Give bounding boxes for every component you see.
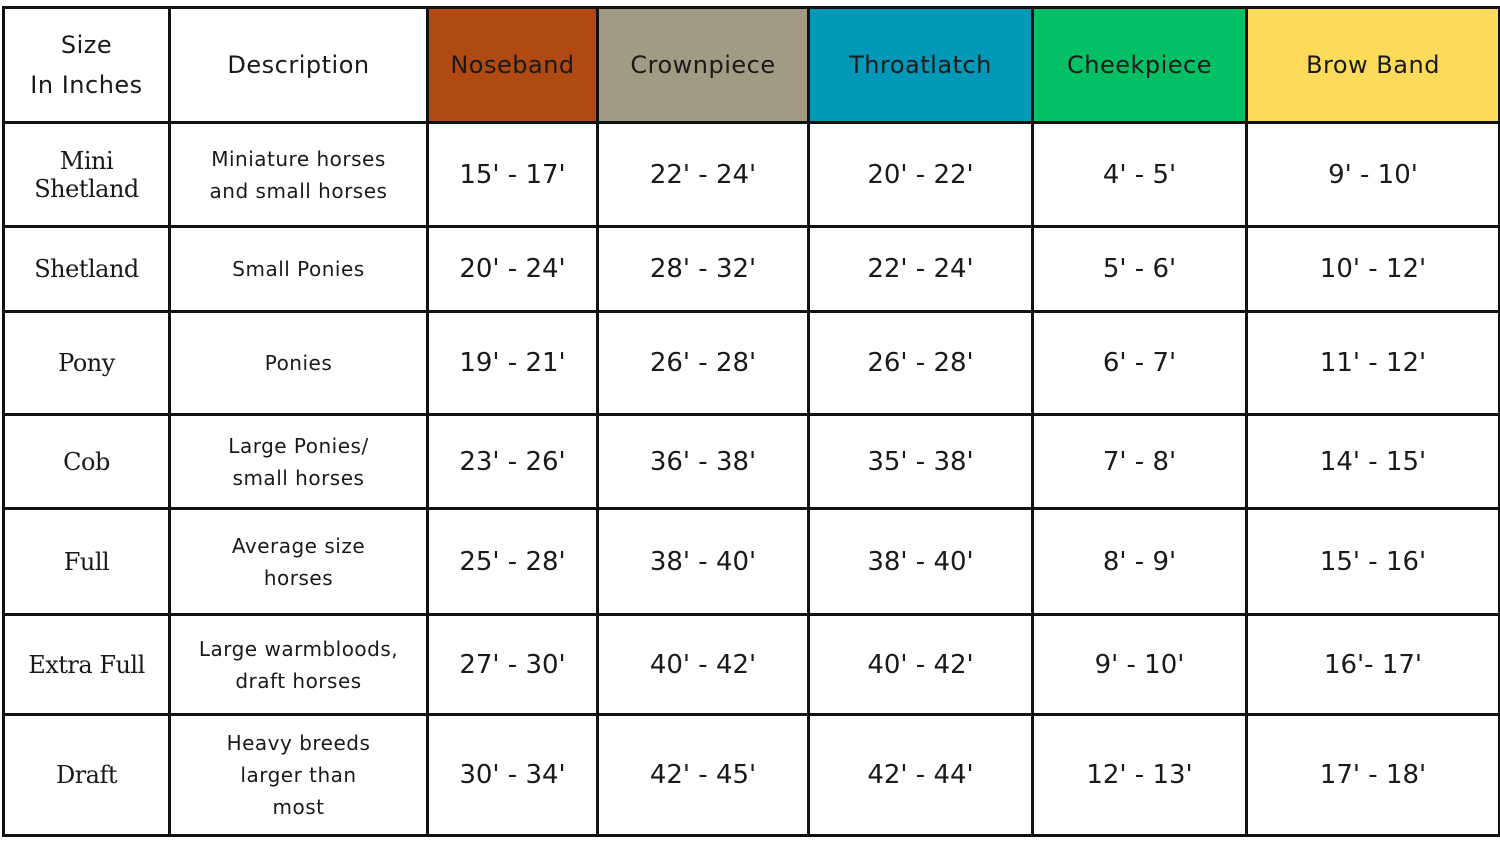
throatlatch-value: 38' - 40' — [809, 509, 1033, 615]
brow-band-value: 15' - 16' — [1247, 509, 1500, 615]
description-cell — [170, 715, 428, 836]
description-cell — [170, 615, 428, 715]
crownpiece-value: 22' - 24' — [598, 123, 809, 227]
noseband-value: 30' - 34' — [428, 715, 598, 836]
description-line: larger than — [240, 763, 357, 787]
throatlatch-value: 42' - 44' — [809, 715, 1033, 836]
crownpiece-value: 38' - 40' — [598, 509, 809, 615]
size-header — [4, 8, 170, 123]
crownpiece-header: Crownpiece — [598, 8, 809, 123]
cheekpiece-value: 6' - 7' — [1033, 312, 1247, 415]
description-cell — [170, 227, 428, 312]
table-row — [4, 227, 1500, 312]
noseband-value: 19' - 21' — [428, 312, 598, 415]
noseband-value: 23' - 26' — [428, 415, 598, 509]
header-row — [4, 8, 1500, 123]
noseband-value: 27' - 30' — [428, 615, 598, 715]
description-line: Heavy breeds — [226, 731, 371, 755]
throatlatch-value: 20' - 22' — [809, 123, 1033, 227]
brow-band-header: Brow Band — [1247, 8, 1500, 123]
bridle-size-table — [2, 6, 1500, 837]
description-line: Large Ponies/ — [228, 433, 369, 458]
brow-band-value: 9' - 10' — [1247, 123, 1500, 227]
description-line: Average size — [231, 533, 366, 558]
table-row — [4, 415, 1500, 509]
table-row — [4, 123, 1500, 227]
size-cell: Extra Full — [4, 615, 170, 715]
size-header-line2: In Inches — [30, 71, 143, 99]
brow-band-value: 11' - 12' — [1247, 312, 1500, 415]
size-cell: Mini Shetland — [4, 123, 170, 227]
crownpiece-value: 28' - 32' — [598, 227, 809, 312]
size-header-line1: Size — [60, 31, 113, 59]
size-cell: Shetland — [4, 227, 170, 312]
crownpiece-value: 36' - 38' — [598, 415, 809, 509]
size-cell: Draft — [4, 715, 170, 836]
cheekpiece-header: Cheekpiece — [1033, 8, 1247, 123]
throatlatch-value: 22' - 24' — [809, 227, 1033, 312]
description-header: Description — [170, 8, 428, 123]
description-line: most — [272, 795, 325, 819]
noseband-value: 25' - 28' — [428, 509, 598, 615]
description-line: Miniature horses — [211, 146, 386, 171]
noseband-header: Noseband — [428, 8, 598, 123]
noseband-value: 20' - 24' — [428, 227, 598, 312]
description-cell — [170, 509, 428, 615]
description-line: Large warmbloods, — [198, 636, 399, 661]
size-cell: Cob — [4, 415, 170, 509]
cheekpiece-value: 5' - 6' — [1033, 227, 1247, 312]
crownpiece-value: 40' - 42' — [598, 615, 809, 715]
throatlatch-value: 26' - 28' — [809, 312, 1033, 415]
description-line: horses — [263, 565, 334, 590]
description-cell — [170, 415, 428, 509]
description-line: draft horses — [235, 668, 362, 693]
crownpiece-value: 26' - 28' — [598, 312, 809, 415]
brow-band-value: 14' - 15' — [1247, 415, 1500, 509]
description-line: Small Ponies — [232, 257, 365, 281]
description-cell — [170, 123, 428, 227]
cheekpiece-value: 12' - 13' — [1033, 715, 1247, 836]
cheekpiece-value: 7' - 8' — [1033, 415, 1247, 509]
cheekpiece-value: 8' - 9' — [1033, 509, 1247, 615]
description-line: and small horses — [209, 178, 388, 203]
table-row — [4, 615, 1500, 715]
description-line: Ponies — [264, 351, 333, 375]
throatlatch-header: Throatlatch — [809, 8, 1033, 123]
size-cell: Full — [4, 509, 170, 615]
brow-band-value: 10' - 12' — [1247, 227, 1500, 312]
table-row — [4, 509, 1500, 615]
table-row — [4, 312, 1500, 415]
brow-band-value: 17' - 18' — [1247, 715, 1500, 836]
crownpiece-value: 42' - 45' — [598, 715, 809, 836]
table-row — [4, 715, 1500, 836]
throatlatch-value: 35' - 38' — [809, 415, 1033, 509]
cheekpiece-value: 4' - 5' — [1033, 123, 1247, 227]
description-cell — [170, 312, 428, 415]
cheekpiece-value: 9' - 10' — [1033, 615, 1247, 715]
brow-band-value: 16'- 17' — [1247, 615, 1500, 715]
size-cell: Pony — [4, 312, 170, 415]
description-line: small horses — [232, 465, 365, 490]
throatlatch-value: 40' - 42' — [809, 615, 1033, 715]
noseband-value: 15' - 17' — [428, 123, 598, 227]
